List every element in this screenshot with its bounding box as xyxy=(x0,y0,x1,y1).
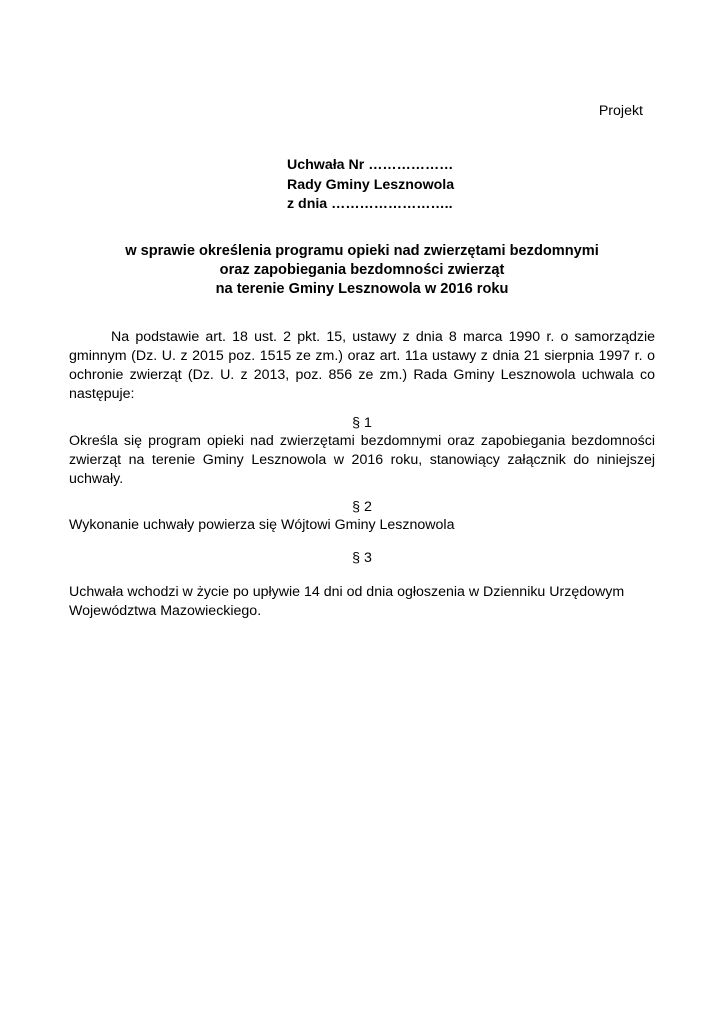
section-text: Wykonanie uchwały powierza się Wójtowi Gminy Lesznowola xyxy=(69,517,455,533)
section-sign: § 1 xyxy=(352,415,372,431)
council-name: Rady Gminy Lesznowola xyxy=(287,176,455,193)
section-text: Uchwała wchodzi w życie po upływie 14 dni od dnia ogłoszenia w Dzienniku Urzędowym Województwa Mazowieckiego. xyxy=(69,584,625,619)
resolution-date: z dnia …………………….. xyxy=(287,196,453,212)
subject-line: na terenie Gminy Lesznowola w 2016 roku xyxy=(215,281,509,297)
resolution-number: Uchwała Nr ……………… xyxy=(287,157,454,173)
resolution-header xyxy=(287,156,454,215)
projekt-label: Projekt xyxy=(598,103,643,119)
preamble-paragraph: Na podstawie art. 18 ust. 2 pkt. 15, ustawy z dnia 8 marca 1990 r. o samorządzie gminnym (Dz. U. z 2015 poz. 1515 ze zm.) oraz art. 11a ustawy z dnia 21 sierpnia 1997 r. o ochronie zwierząt (Dz. U. z 2013, poz. 856 ze zm.) Rada Gminy Lesznowola uchwala co następuje: xyxy=(69,329,655,402)
subject-line: oraz zapobiegania bezdomności zwierząt xyxy=(219,262,505,278)
resolution-subject xyxy=(69,242,655,299)
section-sign: § 3 xyxy=(352,550,372,566)
section-text: Określa się program opieki nad zwierzętami bezdomnymi oraz zapobiegania bezdomności zwierząt na terenie Gminy Lesznowola w 2016 roku, stanowiący załącznik do niniejszej uchwały. xyxy=(69,433,655,487)
section-sign: § 2 xyxy=(352,499,372,515)
subject-line: w sprawie określenia programu opieki nad zwierzętami bezdomnymi xyxy=(125,243,599,259)
